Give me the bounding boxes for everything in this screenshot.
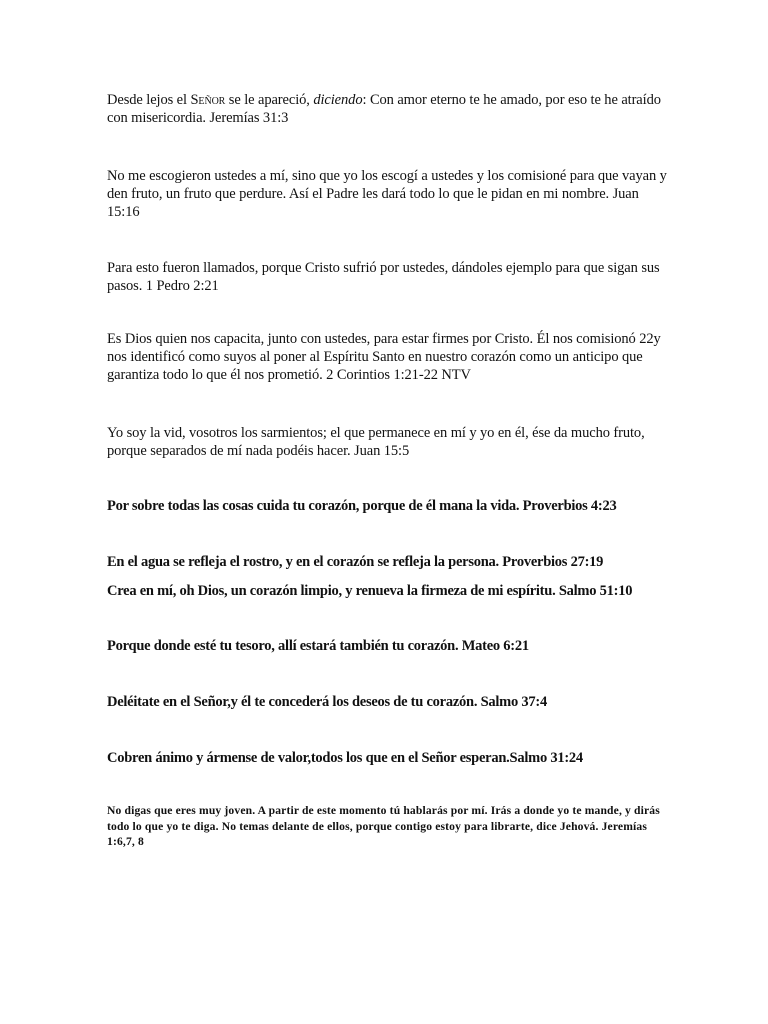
verse-text-prefix: Desde lejos el: [107, 92, 191, 108]
verse-salmo-37-4: Deléitate en el Señor,y él te concederá los deseos de tu corazón. Salmo 37:4: [107, 694, 547, 710]
verse-text-suffix: : Con amor eterno te he amado, por eso te he atraído con misericordia. Jeremías 31:3: [107, 92, 661, 126]
verse-text-middle: se le apareció,: [225, 92, 314, 108]
verse-salmo-51-10: Crea en mí, oh Dios, un corazón limpio, y renueva la firmeza de mi espíritu. Salmo 51:10: [107, 583, 633, 599]
verse-1-pedro-2-21: Para esto fueron llamados, porque Cristo sufrió por ustedes, dándoles ejemplo para que sigan sus pasos. 1 Pedro 2:21: [107, 260, 660, 294]
verse-jeremias-31-3: [107, 91, 667, 127]
lord-small-caps: Señor: [190, 92, 226, 108]
verse-juan-15-16: No me escogieron ustedes a mí, sino que yo los escogí a ustedes y los comisioné para que vayan y den fruto, un fruto que perdure. Así el Padre les dará todo lo que le pidan en mi nombre. Juan 15:16: [107, 168, 667, 220]
verse-salmo-31-24: Cobren ánimo y ármense de valor,todos los que en el Señor esperan.Salmo 31:24: [107, 750, 583, 766]
italic-word: diciendo: [313, 92, 363, 108]
verse-mateo-6-21: Porque donde esté tu tesoro, allí estará también tu corazón. Mateo 6:21: [107, 638, 529, 654]
verse-proverbios-4-23: Por sobre todas las cosas cuida tu corazón, porque de él mana la vida. Proverbios 4:23: [107, 498, 617, 514]
verse-proverbios-27-19: En el agua se refleja el rostro, y en el corazón se refleja la persona. Proverbios 27:19: [107, 554, 604, 570]
verse-juan-15-5: Yo soy la vid, vosotros los sarmientos; el que permanece en mí y yo en él, ése da mucho fruto, porque separados de mí nada podéis hacer. Juan 15:5: [107, 425, 645, 459]
verse-2-corintios-1-21-22: Es Dios quien nos capacita, junto con ustedes, para estar firmes por Cristo. Él nos comisionó 22y nos identificó como suyos al poner al Espíritu Santo en nuestro corazón como un anticipo que garantiza todo lo que él nos prometió. 2 Corintios 1:21-22 NTV: [107, 331, 661, 383]
verse-jeremias-1-6-8: No digas que eres muy joven. A partir de este momento tú hablarás por mí. Irás a donde yo te mande, y dirás todo lo que yo te diga. No temas delante de ellos, porque contigo estoy para librarte, dice Jehová. Jeremías 1:6,7, 8: [107, 804, 660, 848]
